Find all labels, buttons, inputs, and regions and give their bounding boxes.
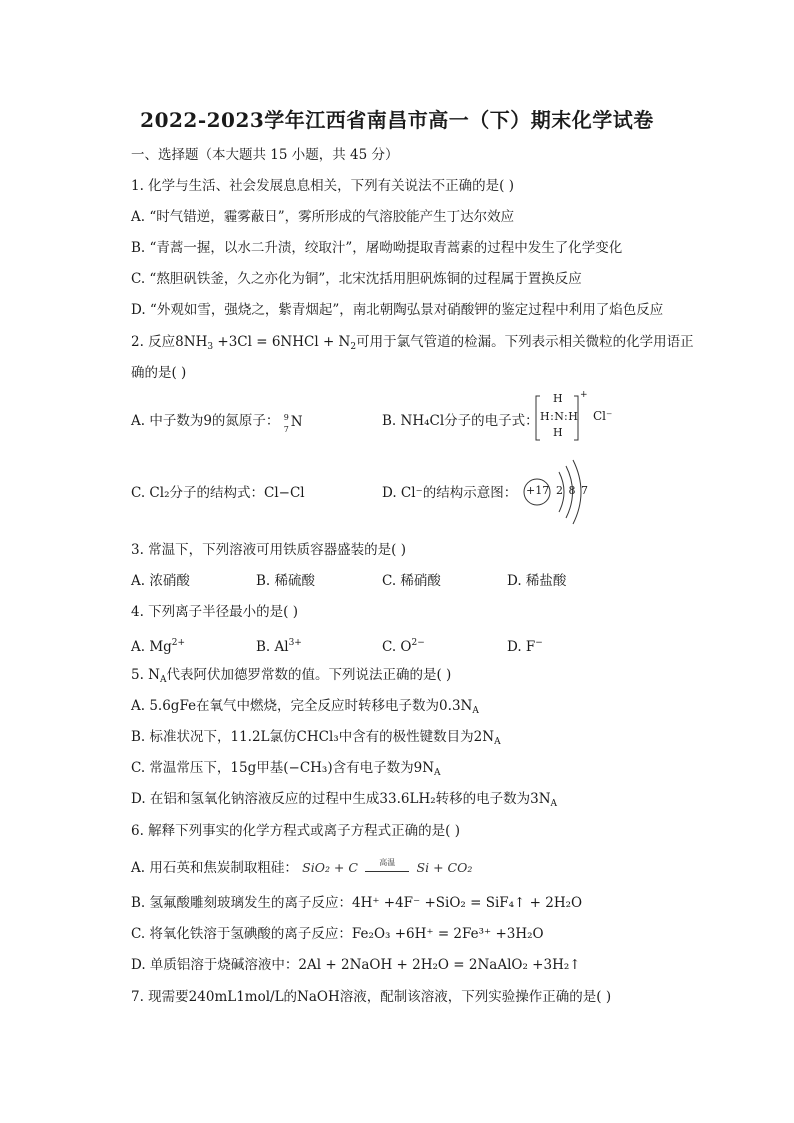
question-4-stem: 4. 下列离子半径最小的是( ): [131, 604, 298, 620]
question-3-option-a: A. 浓硝酸: [131, 573, 190, 589]
question-1-option-a: A. “时气错逆，霾雾蔽日”，雾所形成的气溶胶能产生丁达尔效应: [131, 209, 515, 225]
question-3-option-d: D. 稀盐酸: [507, 573, 567, 589]
shell-electrons: 2 8 7: [556, 484, 589, 497]
charge-plus: +: [580, 390, 588, 400]
question-6-option-c: C. 将氧化铁溶于氢碘酸的离子反应：Fe₂O₃ +6H⁺ = 2Fe³⁺ +3H₂O: [131, 926, 544, 942]
question-7-stem: 7. 现需要240mL1mol/L的NaOH溶液，配制该溶液，下列实验操作正确的是( ): [131, 989, 612, 1005]
question-3-option-c: C. 稀硝酸: [382, 573, 441, 589]
question-4-option-a: A. $Mg^{2+}$: [131, 638, 186, 655]
question-1-option-d: D. “外观如雪，强烧之，紫青烟起”，南北朝陶弘景对硝酸钾的鉴定过程中利用了焰色反应: [131, 302, 664, 318]
question-6-option-b: B. 氢氟酸雕刻玻璃发生的离子反应：4H⁺ +4F⁻ +SiO₂ = SiF₄↑ + 2H₂O: [131, 895, 583, 911]
equation-products: Si + CO₂: [416, 860, 473, 875]
section-heading: 一、选择题（本大题共 15 小题，共 45 分）: [131, 147, 399, 163]
question-5-option-d: D. 在铝和氢氧化钠溶液反应的过程中生成33.6LH₂转移的电子数为$3N_A$: [131, 791, 558, 809]
question-2-option-a: A. 中子数为9的氮原子： 9 7 N: [131, 412, 306, 431]
question-2-stem: 2. 反应$8NH_3 +3Cl$ = 6NHCl + $N_2$可用于氯气管道的检漏。下列表示相关微粒的化学用语正: [131, 334, 694, 352]
question-1-option-b: B. “青蒿一握，以水二升渍，绞取汁”，屠呦呦提取青蒿素的过程中发生了化学变化: [131, 240, 623, 256]
ammonium-chloride-electron-formula: [530, 390, 620, 443]
bond-hydrogen-bottom: H: [553, 426, 563, 439]
question-2-option-b: B. NH₄Cl分子的电子式：: [382, 413, 539, 429]
bond-center: H:N:H: [540, 410, 579, 423]
question-2-option-c: C. Cl₂分子的结构式：Cl−Cl: [131, 485, 305, 501]
equation-reactants: SiO₂ + C: [302, 860, 358, 875]
question-3-option-b: B. 稀硫酸: [256, 573, 316, 589]
nitrogen-isotope: 9 7 N: [283, 412, 303, 434]
nucleus-charge: +17: [526, 484, 550, 497]
question-4-option-d: D. F−: [507, 638, 543, 655]
question-1-stem: 1. 化学与生活、社会发展息息相关，下列有关说法不正确的是( ): [131, 178, 514, 194]
question-1-option-c: C. “熬胆矾铁釜，久之亦化为铜”，北宋沈括用胆矾炼铜的过程属于置换反应: [131, 271, 582, 287]
reaction-condition: 高温: [379, 858, 396, 867]
question-2-stem-continued: 确的是( ): [131, 365, 187, 381]
chloride-ion: Cl⁻: [593, 409, 613, 423]
question-4-option-c: C. $O^{2-}$: [382, 638, 425, 655]
question-3-stem: 3. 常温下，下列溶液可用铁质容器盛装的是( ): [131, 542, 406, 558]
question-6-option-a: A. 用石英和焦炭制取粗硅： SiO₂ + C 高温 Si + CO₂: [131, 859, 472, 877]
chloride-structure-diagram: [519, 456, 591, 531]
page-title: 2022-2023学年江西省南昌市高一（下）期末化学试卷: [140, 108, 654, 132]
question-5-stem: 5. $N_A$代表阿伏加德罗常数的值。下列说法正确的是( ): [131, 667, 452, 685]
bond-hydrogen-top: H: [553, 392, 563, 405]
question-4-option-b: B. $Al^{3+}$: [256, 638, 302, 655]
question-5-option-a: A. 5.6gFe在氧气中燃烧，完全反应时转移电子数为$0.3N_A$: [131, 698, 479, 716]
equation-condition-arrow: [365, 858, 409, 872]
question-2-option-d: D. Cl⁻的结构示意图：: [382, 485, 518, 501]
question-5-option-b: B. 标准状况下，11.2L氯仿CHCl₃中含有的极性键数目为$2N_A$: [131, 729, 501, 747]
question-6-option-d: D. 单质铝溶于烧碱溶液中：2Al + 2NaOH + 2H₂O = 2NaAlO₂ +3H₂↑: [131, 957, 581, 973]
question-5-option-c: C. 常温常压下，15g甲基(−CH₃)含有电子数为$9N_A$: [131, 760, 441, 778]
question-6-stem: 6. 解释下列事实的化学方程式或离子方程式正确的是( ): [131, 823, 460, 839]
